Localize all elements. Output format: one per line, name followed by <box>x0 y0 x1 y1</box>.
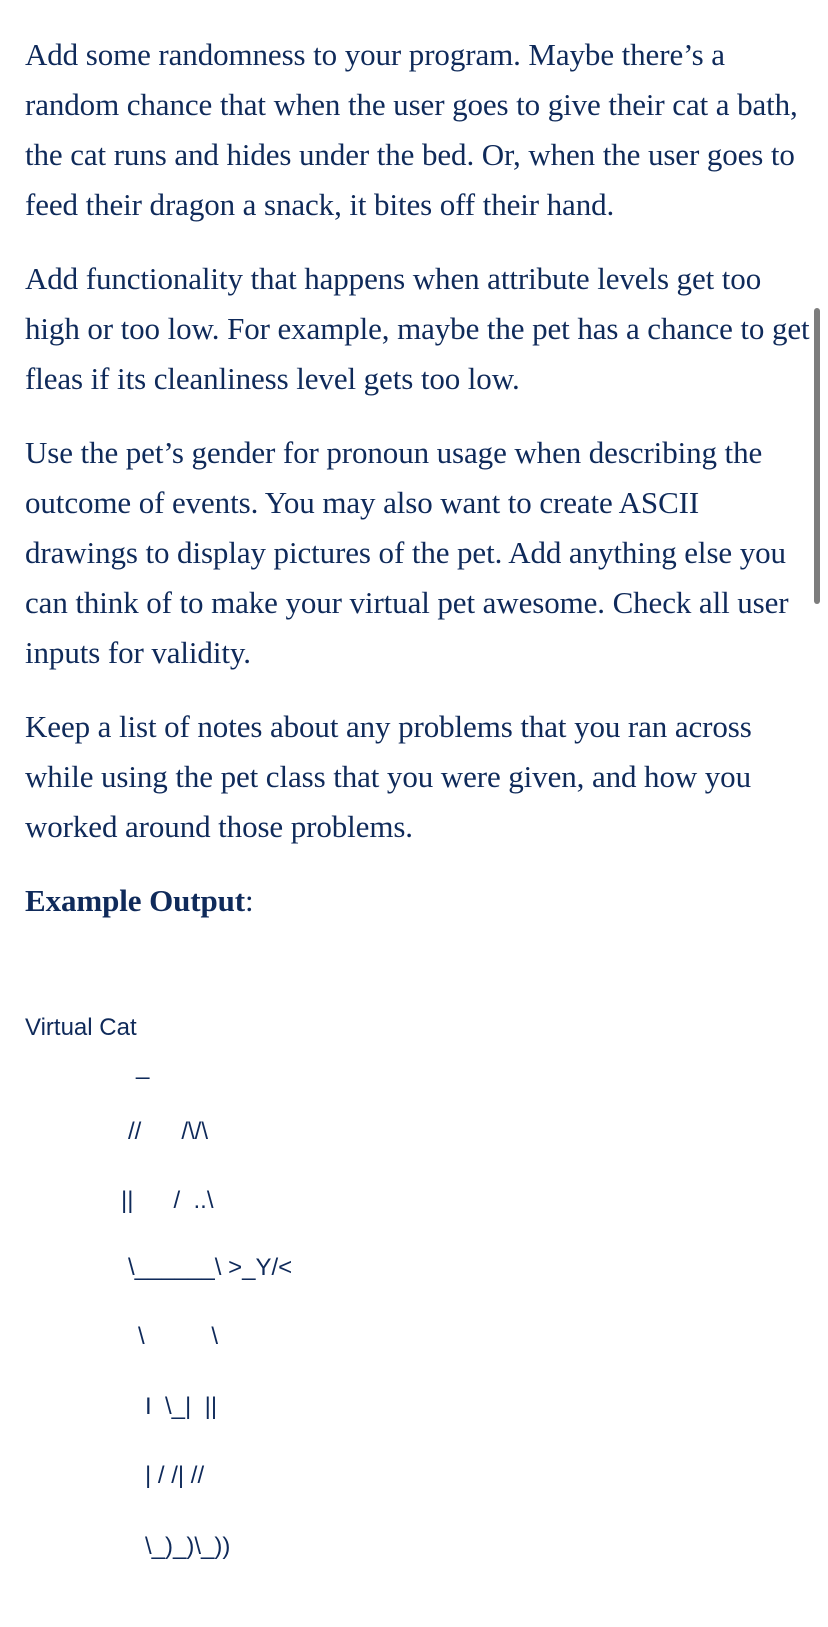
ascii-line: I \_| || <box>145 1393 218 1420</box>
document-body <box>25 30 810 952</box>
ascii-line: \ \ <box>138 1323 219 1350</box>
paragraph-attribute-levels: Add functionality that happens when attribute levels get too high or too low. For example, maybe the pet has a chance to get fleas if its cleanliness level gets too low. <box>25 261 810 396</box>
ascii-line: _ <box>136 1053 150 1080</box>
ascii-line: || / ..\ <box>121 1187 214 1214</box>
ascii-line: // /\/\ <box>128 1118 209 1145</box>
example-output-heading <box>25 876 810 926</box>
paragraph-pronouns-ascii: Use the pet’s gender for pronoun usage when describing the outcome of events. You may also want to create ASCII drawings to display pictures of the pet. Add anything else you can think of to make your virtual pet awesome. Check all user inputs for validity. <box>25 435 789 670</box>
example-title: Virtual Cat <box>25 1014 137 1041</box>
paragraph-problem-notes: Keep a list of notes about any problems that you ran across while using the pet class that you were given, and how you worked around those problems. <box>25 709 752 844</box>
paragraph-randomness: Add some randomness to your program. Maybe there’s a random chance that when the user goes to give their cat a bath, the cat runs and hides under the bed. Or, when the user goes to feed their dragon a snack, it bites off their hand. <box>25 37 798 222</box>
ascii-line: \______\ >_Y/< <box>128 1254 293 1281</box>
ascii-line: \_)_)\_)) <box>145 1533 231 1560</box>
vertical-scrollbar[interactable] <box>814 308 820 604</box>
example-output-heading-bold: Example Output <box>25 883 245 918</box>
example-output-heading-colon: : <box>244 883 254 918</box>
ascii-line: | / /| // <box>145 1462 205 1489</box>
